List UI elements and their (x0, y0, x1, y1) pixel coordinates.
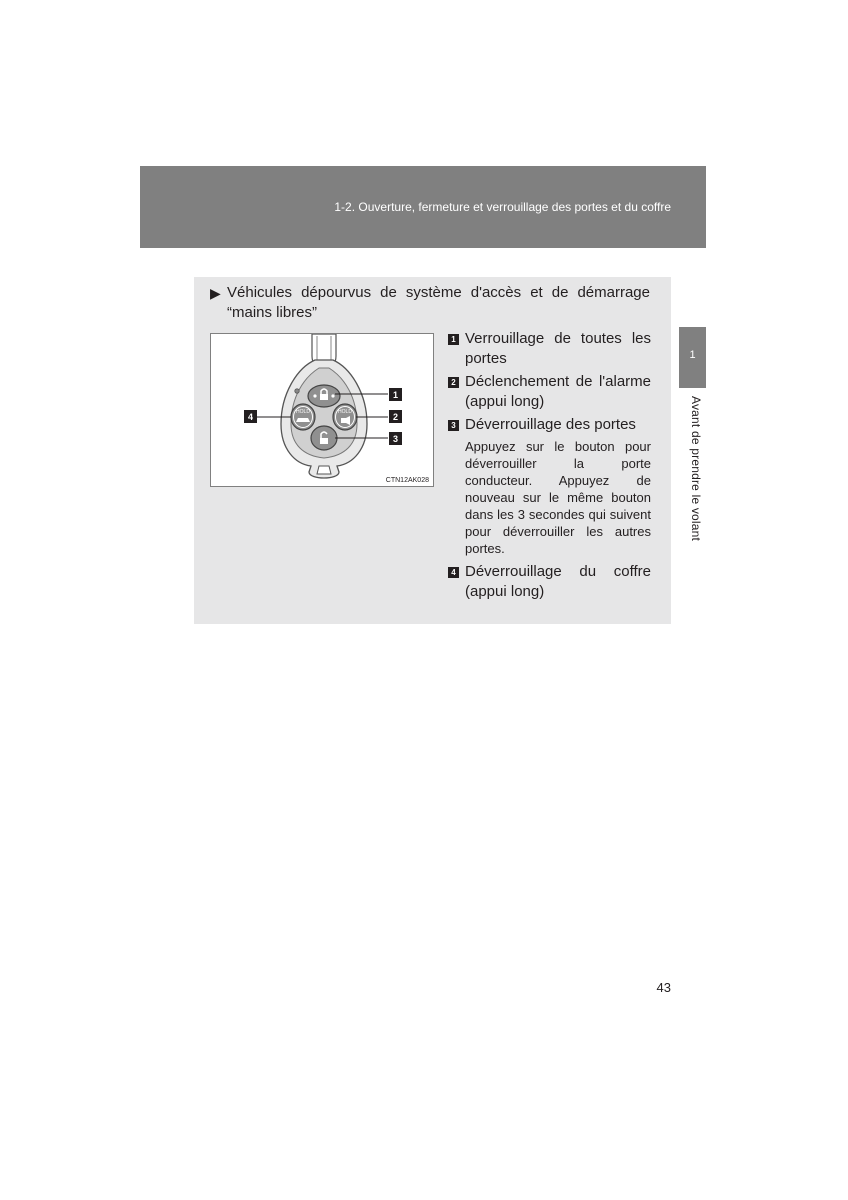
legend-number: 4 (448, 567, 459, 578)
chapter-tab-label: Avant de prendre le volant (689, 396, 703, 542)
figure-code: CTN12AK028 (385, 477, 429, 484)
hold-label-right: HOLD (338, 409, 352, 415)
chapter-tab (679, 327, 706, 388)
chapter-header-title: 1-2. Ouverture, fermeture et verrouillage des portes et du coffre (334, 200, 671, 214)
chapter-tab-number: 1 (689, 349, 696, 361)
legend-text: Déclenchement de l'alarme (appui long) (465, 373, 651, 410)
section-heading-text: Véhicules dépourvus de système d'accès et de démarrage “mains libres” (227, 284, 650, 321)
legend-item (448, 415, 651, 435)
legend-item (448, 372, 651, 412)
key-remote-illustration (211, 334, 433, 486)
chapter-header-bar (140, 166, 706, 248)
legend-number: 2 (448, 377, 459, 388)
legend-item (448, 329, 651, 369)
content-box (194, 277, 671, 624)
triangle-bullet-icon: ▶ (210, 285, 221, 301)
legend-number: 1 (448, 334, 459, 345)
section-heading (210, 283, 650, 323)
legend-text: Déverrouillage des portes (465, 416, 636, 433)
legend-note: Appuyez sur le bouton pour déverrouiller la porte conducteur. Appuyez de nouveau sur le même bouton dans les 3 secondes qui suivent pour déverrouiller les autres portes. (465, 439, 651, 556)
key-remote-figure (210, 333, 434, 487)
legend-text: Déverrouillage du coffre (appui long) (465, 563, 651, 600)
legend-item (448, 562, 651, 602)
callout-2-label: 2 (392, 412, 399, 422)
legend-text: Verrouillage de toutes les portes (465, 330, 651, 367)
legend-list (448, 329, 651, 602)
callout-1-label: 1 (392, 390, 399, 400)
hold-label-left: HOLD (296, 409, 310, 415)
legend-number: 3 (448, 420, 459, 431)
page-number: 43 (656, 980, 671, 995)
callout-4-label: 4 (247, 412, 254, 422)
callout-3-label: 3 (392, 434, 399, 444)
